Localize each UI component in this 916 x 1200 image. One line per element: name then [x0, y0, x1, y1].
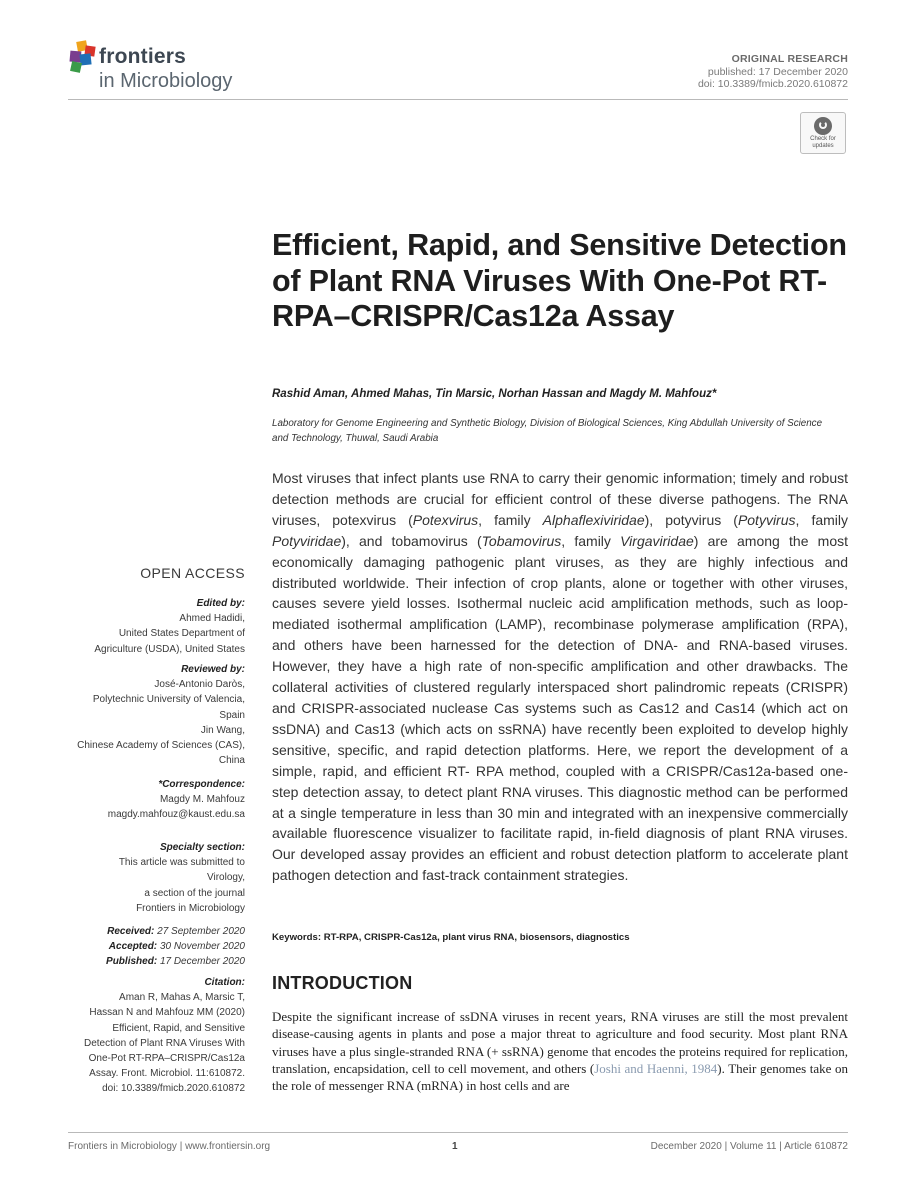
edited-by-label: Edited by:	[196, 598, 245, 609]
abstract-italic: Virgaviridae	[620, 532, 694, 549]
citation-section	[55, 975, 245, 1097]
keywords	[272, 932, 848, 943]
citation-line: Efficient, Rapid, and Sensitive	[112, 1022, 245, 1034]
introduction-heading: INTRODUCTION	[272, 973, 413, 993]
correspondence-section	[55, 777, 245, 823]
reference-link[interactable]: Joshi and Haenni, 1984	[594, 1060, 718, 1076]
received-value: 27 September 2020	[157, 926, 245, 937]
intro-text: Despite the significant increase of ssDNA viruses in recent years, RNA viruses are still the most prevalent disease-causing agents in plants and pose a major threat to agriculture and food security. Most plant RNA viruses have a plus single-stranded RNA (+ ssRNA) genome that encodes the proteins required for replication, translation, encapsidation, cell to cell movement, and others (	[272, 1009, 848, 1076]
correspondent-name: Magdy M. Mahfouz	[159, 794, 245, 806]
abstract-text: Most viruses that infect plants use RNA to carry their genomic information; timely and robust detection methods are crucial for efficient control of these diverse pathogens. The RNA viruses, potexvirus (	[272, 470, 848, 528]
abstract-text: ), potyvirus (	[644, 511, 738, 528]
accepted-date	[55, 939, 245, 954]
open-access-label: OPEN ACCESS	[140, 565, 245, 581]
frontiers-logo-mark-icon	[68, 40, 98, 74]
dates-section	[55, 924, 245, 970]
specialty-label: Specialty section:	[159, 842, 245, 853]
author-list: Rashid Aman, Ahmed Mahas, Tin Marsic, Norhan Hassan and Magdy M. Mahfouz*	[272, 388, 717, 400]
reviewed-by-section	[55, 662, 245, 768]
article-meta	[698, 53, 848, 91]
editor-line: Ahmed Hadidi,	[179, 613, 245, 625]
citation-label: Citation:	[204, 977, 245, 988]
abstract-italic: Alphaflexiviridae	[542, 511, 645, 528]
accepted-label: Accepted:	[108, 941, 158, 953]
keywords-text: RT-RPA, CRISPR-Cas12a, plant virus RNA, biosensors, diagnostics	[323, 932, 630, 943]
citation-line: doi: 10.3389/fmicb.2020.610872	[102, 1083, 245, 1095]
reviewed-by-label: Reviewed by:	[181, 664, 245, 675]
specialty-line: a section of the journal	[144, 887, 245, 899]
citation-line: Hassan N and Mahfouz MM (2020)	[89, 1007, 245, 1019]
citation-line: Aman R, Mahas A, Marsic T,	[119, 992, 245, 1004]
abstract-italic: Potyviridae	[272, 532, 342, 549]
accepted-value: 30 November 2020	[159, 941, 245, 953]
specialty-section	[55, 840, 245, 916]
published-label: Published:	[106, 956, 158, 968]
editor-line: United States Department of	[118, 628, 245, 640]
citation-line: One-Pot RT-RPA–CRISPR/Cas12a	[88, 1053, 245, 1065]
citation-line: Detection of Plant RNA Viruses With	[84, 1037, 245, 1049]
published-date-side	[55, 954, 245, 969]
reviewer-line: Jin Wang,	[200, 724, 245, 736]
received-date	[55, 924, 245, 939]
abstract-italic: Tobamovirus	[481, 532, 562, 549]
reviewer-line: Polytechnic University of Valencia,	[92, 694, 245, 706]
page-number: 1	[452, 1141, 458, 1152]
reviewer-line: China	[218, 755, 245, 767]
affiliation: Laboratory for Genome Engineering and Synthetic Biology, Division of Biological Sciences, King Abdullah University of Science and Technology, Thuwal, Saudi Arabia	[272, 418, 823, 444]
correspondent-email[interactable]: magdy.mahfouz@kaust.edu.sa	[107, 809, 245, 821]
journal-name-frontiers: frontiers	[99, 45, 186, 68]
keywords-label: Keywords:	[272, 932, 322, 943]
footer-journal-link[interactable]: Frontiers in Microbiology | www.frontiersin.org	[68, 1141, 271, 1152]
article-title: Efficient, Rapid, and Sensitive Detection of Plant RNA Viruses With One-Pot RT-RPA–CRISPR/Cas12a Assay	[272, 228, 847, 333]
intro-text: ). Their genomes take on the role of messenger RNA (mRNA) in host cells and are	[272, 1060, 849, 1094]
correspondence-label: *Correspondence:	[158, 779, 245, 790]
abstract-text: ), and tobamovirus (	[341, 532, 482, 549]
citation-line: Assay. Front. Microbiol. 11:610872.	[89, 1068, 245, 1080]
received-label: Received:	[107, 926, 155, 937]
specialty-line: Frontiers in Microbiology	[136, 902, 245, 914]
specialty-line: This article was submitted to	[118, 857, 245, 869]
reviewer-line: Chinese Academy of Sciences (CAS),	[77, 740, 245, 752]
journal-name-subtitle: in Microbiology	[99, 70, 233, 92]
article-type: ORIGINAL RESEARCH	[731, 53, 848, 65]
abstract-text: , family	[795, 511, 849, 528]
published-value: 17 December 2020	[159, 956, 245, 968]
abstract-italic: Potexvirus	[412, 511, 479, 528]
editor-line: Agriculture (USDA), United States	[94, 643, 245, 655]
check-for-updates-button[interactable]	[800, 112, 846, 154]
footer-divider	[68, 1132, 848, 1133]
abstract-text: , family	[561, 532, 621, 549]
check-updates-line1: Check for	[810, 136, 836, 142]
abstract-italic: Potyvirus	[737, 511, 796, 528]
check-updates-line2: updates	[812, 142, 834, 149]
article-doi[interactable]: doi: 10.3389/fmicb.2020.610872	[697, 78, 848, 90]
abstract-text: ) are among the most economically damaging pathogenic plant viruses, as they are highly infectious and distributed worldwide. Their infection of crop plants, alone or together with other viruses, causes severe yield losses. Isothermal nucleic acid amplification methods, such as loop-mediated isothermal amplification (LAMP), recombinase polymerase amplification (RPA), and others have been harnessed for the detection of DNA- and RNA-based viruses. However, they have a high rate of non-specific amplification and other drawbacks. The collateral activities of clustered regularly interspaced short palindromic repeats (CRISPR) and CRISPR-associated nuclease Cas systems such as Cas12 and Cas14 (which act on ssDNA) and Cas13 (which acts on ssRNA) have recently been exploited to develop highly sensitive, specific, and rapid detection platforms. Here, we report the development of a simple, rapid, and efficient RT- RPA method, coupled with a CRISPR/Cas12a-based one-step detection assay, to detect plant RNA viruses. This diagnostic method can be performed at a single temperature in less than 30 min and integrated with an inexpensive commercially available fluorescence visualizer to facilitate rapid, in-field diagnosis of plant RNA viruses. Our developed assay provides an efficient and robust detection platform to accelerate plant pathogen detection and fast-track containment strategies.	[272, 532, 848, 884]
footer-issue-info: December 2020 | Volume 11 | Article 610872	[650, 1141, 848, 1152]
abstract	[272, 468, 848, 886]
introduction-paragraph	[272, 1008, 848, 1094]
edited-by-section	[55, 596, 245, 657]
crossmark-icon	[814, 117, 832, 135]
header-divider	[68, 99, 848, 100]
specialty-line: Virology,	[207, 872, 245, 884]
reviewer-line: Spain	[219, 709, 245, 721]
published-date: published: 17 December 2020	[707, 65, 848, 78]
abstract-text: , family	[478, 511, 543, 528]
reviewer-line: José-Antonio Daròs,	[154, 679, 245, 691]
